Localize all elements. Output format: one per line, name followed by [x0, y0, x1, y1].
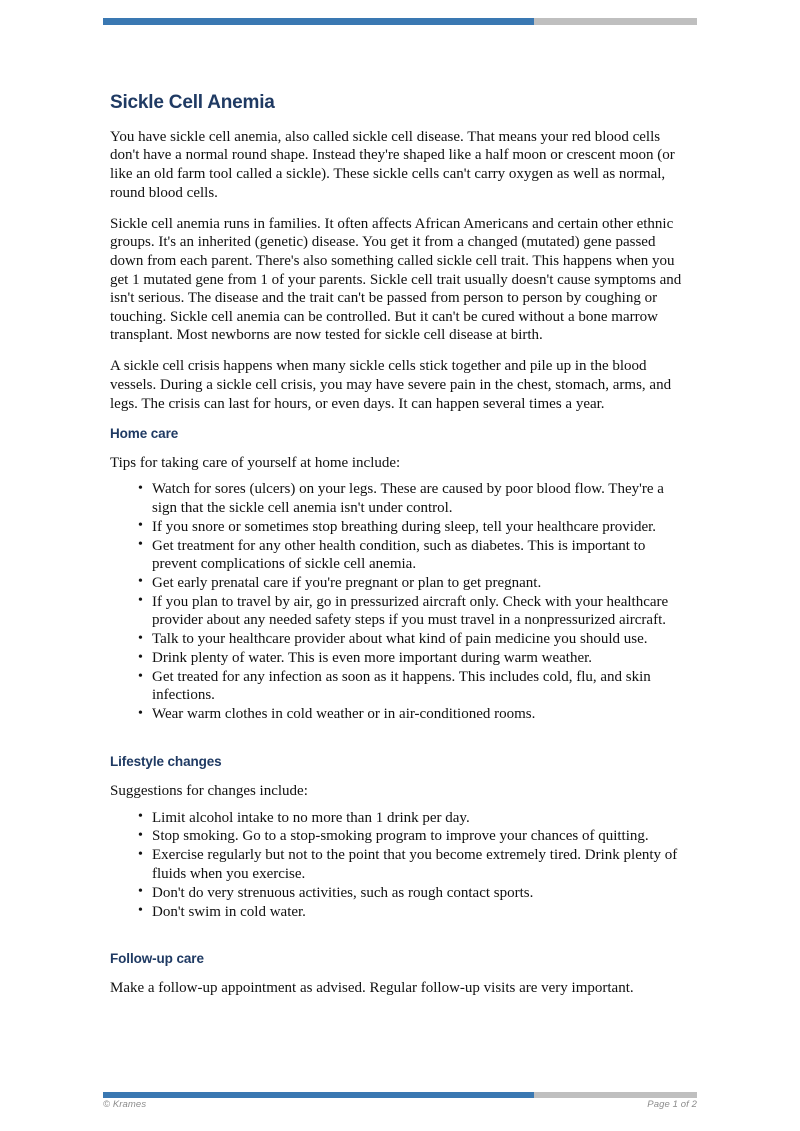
footer-copyright: © Krames [103, 1099, 147, 1110]
footer-page-number: Page 1 of 2 [647, 1099, 697, 1110]
section-heading-follow-up-care: Follow-up care [110, 950, 204, 966]
section-heading-home-care: Home care [110, 425, 179, 441]
lifestyle-changes-list [110, 809, 692, 921]
section-home-care [110, 426, 692, 724]
header-rule-grey-segment [534, 18, 697, 25]
intro-paragraph-3: A sickle cell crisis happens when many sickle cells stick together and pile up in the blood vessels. During a sickle cell crisis, you may have severe pain in the chest, stomach, arms, and legs. The crisis can last for hours, or even days. It can happen several times a year. [110, 358, 672, 412]
lifestyle-changes-lead-in: Suggestions for changes include: [110, 782, 308, 799]
list-item: • Drink plenty of water. This is even more important during warm weather. [110, 649, 692, 667]
section-follow-up-care [110, 951, 692, 998]
list-item: • Get treated for any infection as soon as it happens. This includes cold, flu, and skin infections. [110, 668, 692, 705]
list-item: • Exercise regularly but not to the point that you become extremely tired. Drink plenty of fluids when you exercise. [110, 846, 692, 883]
footer [103, 1099, 697, 1110]
list-item: • Limit alcohol intake to no more than 1 drink per day. [110, 809, 692, 827]
follow-up-care-paragraph: Make a follow-up appointment as advised. Regular follow-up visits are very important. [110, 980, 634, 997]
footer-rule-grey-segment [534, 1092, 697, 1098]
list-item: • Watch for sores (ulcers) on your legs. These are caused by poor blood flow. They're a sign that the sickle cell anemia isn't under control. [110, 480, 692, 517]
list-item: • Don't do very strenuous activities, such as rough contact sports. [110, 884, 692, 902]
list-item: • Wear warm clothes in cold weather or in air-conditioned rooms. [110, 705, 692, 723]
footer-rule [103, 1092, 697, 1098]
list-item: • Get treatment for any other health condition, such as diabetes. This is important to prevent complications of sickle cell anemia. [110, 537, 692, 574]
document-content [110, 92, 692, 1006]
header-rule [103, 18, 697, 25]
footer-rule-blue-segment [103, 1092, 534, 1098]
intro-paragraph-1: You have sickle cell anemia, also called sickle cell disease. That means your red blood cells don't have a normal round shape. Instead they're shaped like a half moon or crescent moon (or like an old farm tool called a sickle). These sickle cells can't carry oxygen as well as normal, round blood cells. [110, 128, 675, 201]
page-title: Sickle Cell Anemia [110, 92, 275, 113]
section-lifestyle-changes [110, 754, 692, 921]
list-item: • Get early prenatal care if you're pregnant or plan to get pregnant. [110, 574, 692, 592]
list-item: • If you plan to travel by air, go in pressurized aircraft only. Check with your healthcare provider about any needed safety steps if you must travel in a nonpressurized aircraft. [110, 593, 692, 630]
home-care-lead-in: Tips for taking care of yourself at home include: [110, 454, 401, 471]
header-rule-blue-segment [103, 18, 534, 25]
section-heading-lifestyle-changes: Lifestyle changes [110, 753, 222, 769]
list-item: • If you snore or sometimes stop breathing during sleep, tell your healthcare provider. [110, 518, 692, 536]
list-item: • Stop smoking. Go to a stop-smoking program to improve your chances of quitting. [110, 827, 692, 845]
intro-paragraph-2: Sickle cell anemia runs in families. It often affects African Americans and certain other ethnic groups. It's an inherited (genetic) disease. You get it from a changed (mutated) gene passed down from each parent. There's also something called sickle cell trait. This happens when you get 1 mutated gene from 1 of your parents. Sickle cell trait usually doesn't cause symptoms and isn't serious. The disease and the trait can't be passed from person to person by coughing or touching. Sickle cell anemia can be controlled. But it can't be cured without a bone marrow transplant. Most newborns are now tested for sickle cell disease at birth. [110, 215, 682, 344]
list-item: • Don't swim in cold water. [110, 903, 692, 921]
home-care-list [110, 480, 692, 723]
list-item: • Talk to your healthcare provider about what kind of pain medicine you should use. [110, 630, 692, 648]
